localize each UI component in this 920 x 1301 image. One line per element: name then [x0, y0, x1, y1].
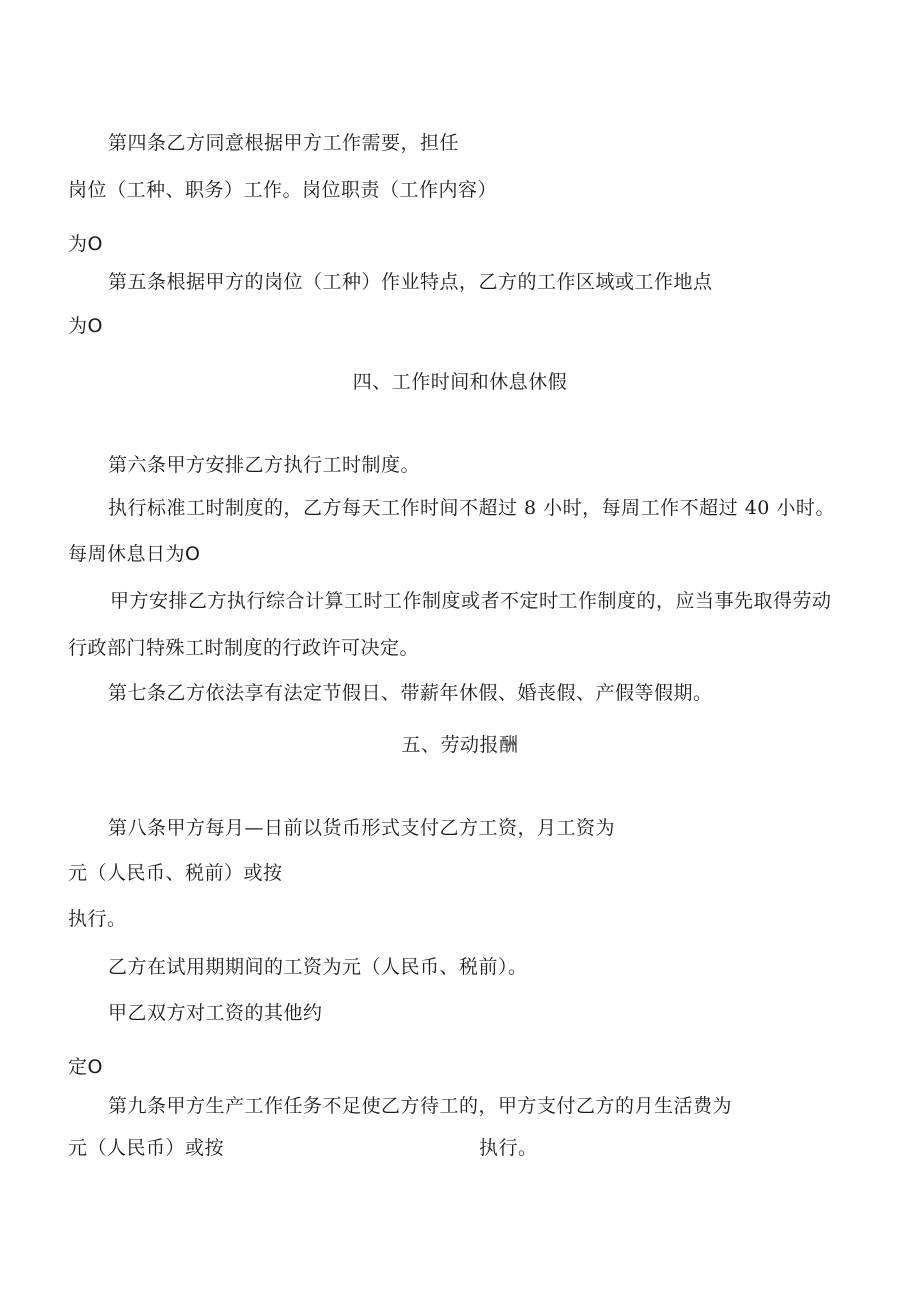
article4-line3: 为O — [68, 233, 103, 255]
article6-line4: 甲方安排乙方执行综合计算工时工作制度或者不定时工作制度的，应当事先取得劳动 — [110, 590, 832, 612]
article6-line1: 第六条甲方安排乙方执行工时制度。 — [108, 454, 421, 476]
article7-line1: 第七条乙方依法享有法定节假日、带薪年休假、婚丧假、产假等假期。 — [108, 682, 713, 704]
article6-line5: 行政部门特殊工时制度的行政许可决定。 — [68, 637, 420, 659]
article8-line3: 执行。 — [68, 908, 127, 930]
article5-line1: 第五条根据甲方的岗位（工种）作业特点，乙方的工作区域或工作地点 — [108, 271, 713, 293]
section-heading-work-time: 四、工作时间和休息休假 — [352, 371, 568, 393]
article4-line2: 岗位（工种、职务）工作。岗位职责（工作内容） — [68, 179, 498, 201]
article9-line1: 第九条甲方生产工作任务不足使乙方待工的，甲方支付乙方的月生活费为 — [108, 1095, 733, 1117]
article8-line4: 乙方在试用期期间的工资为元（人民币、税前）。 — [108, 956, 528, 978]
article8-line2: 元（人民币、税前）或按 — [68, 862, 283, 884]
article5-line2: 为O — [68, 315, 103, 337]
article8-line6: 定O — [68, 1056, 103, 1078]
article8-line1: 第八条甲方每月—日前以货币形式支付乙方工资，月工资为 — [108, 817, 616, 839]
section-heading-remuneration: 五、劳动报酬 — [401, 734, 519, 756]
article8-line5: 甲乙双方对工资的其他约 — [108, 1002, 323, 1024]
article6-line2: 执行标准工时制度的，乙方每天工作时间不超过 8 小时，每周工作不超过 40 小时。 — [108, 497, 835, 519]
article4-line1: 第四条乙方同意根据甲方工作需要，担任 — [108, 132, 460, 154]
article9-line2-right: 执行。 — [479, 1137, 538, 1159]
article6-line3: 每周休息日为O — [68, 543, 201, 565]
article9-line2-left: 元（人民币）或按 — [68, 1137, 225, 1159]
